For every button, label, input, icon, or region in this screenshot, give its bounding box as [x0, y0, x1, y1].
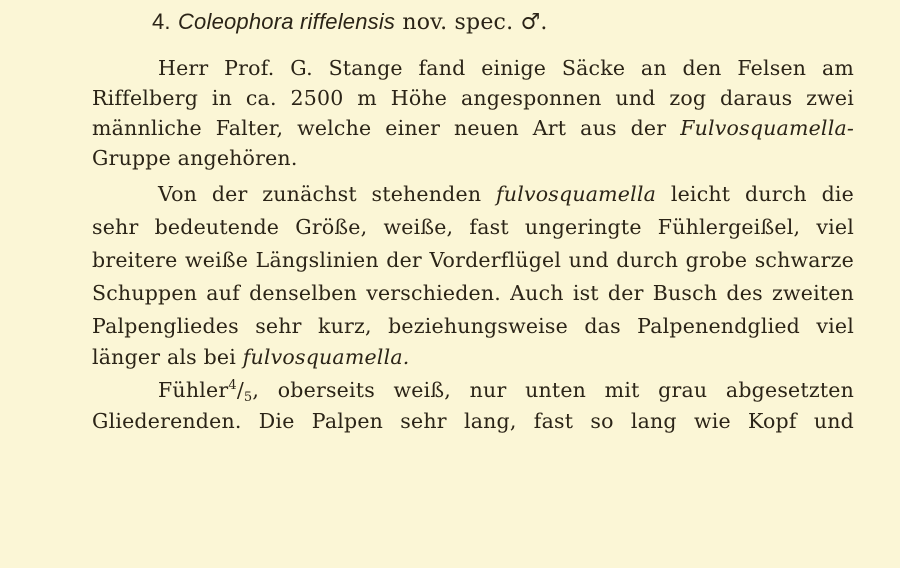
fraction-numerator: 4 — [228, 378, 237, 393]
para3-line1-b: , oberseits weiß, nur unten mit grau abgesetzten — [252, 378, 854, 402]
fraction-denominator: 5 — [243, 390, 253, 405]
para2-line2: sehr bedeutende Größe, weiße, fast ungeringte Fühlergeißel, viel — [92, 215, 854, 239]
para2-line3: breitere weiße Längslinien der Vorderflügel und durch grobe schwarze — [92, 248, 854, 272]
para1-line2: Riffelberg in ca. 2500 m Höhe angesponnen und zog daraus zwei — [92, 86, 854, 110]
para2-line6 — [92, 345, 409, 369]
heading-number: 4. — [152, 9, 171, 34]
para2-line1-italic: fulvosquamella — [496, 182, 657, 206]
para3-line1-a: Fühler — [158, 378, 229, 402]
para1-line3-italic: Fulvosquamella- — [680, 116, 854, 140]
species-heading — [152, 9, 548, 35]
para1-line4: Gruppe angehören. — [92, 146, 298, 170]
para2-line4: Schuppen auf denselben verschieden. Auch ist der Busch des zweiten — [92, 281, 854, 305]
para2-line1 — [158, 182, 854, 206]
para2-line5: Palpengliedes sehr kurz, beziehungsweise das Palpenendglied viel — [92, 314, 854, 338]
para1-line3-text: männliche Falter, welche einer neuen Art aus der — [92, 116, 667, 140]
para1-line1: Herr Prof. G. Stange fand einige Säcke an den Felsen am — [158, 56, 854, 80]
para2-line6-italic: fulvosquamella. — [242, 345, 410, 369]
heading-suffix: nov. spec. — [402, 10, 514, 35]
heading-species-name: Coleophora riffelensis — [177, 9, 396, 34]
para3-line2: Gliederenden. Die Palpen sehr lang, fast so lang wie Kopf und — [92, 409, 854, 433]
para2-line1-a: Von der zunächst stehenden — [158, 182, 482, 206]
fraction-slash: / — [236, 378, 244, 402]
male-symbol-icon: ♂. — [520, 10, 548, 35]
para3-line1 — [158, 378, 854, 405]
para1-line3 — [92, 116, 854, 140]
para2-line1-c: leicht durch die — [670, 182, 854, 206]
para2-line6-a: länger als bei — [92, 345, 236, 369]
